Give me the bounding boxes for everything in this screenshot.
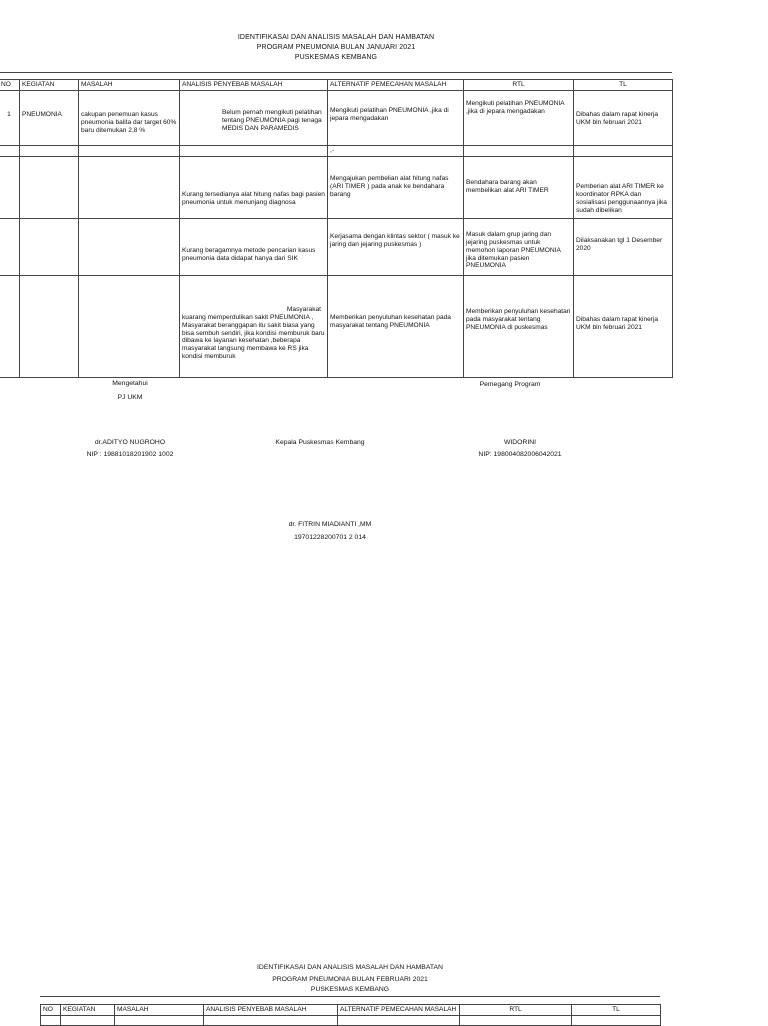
cell-analisis-head: Masyarakat [286,305,321,313]
cell-kegiatan: PNEUMONIA [20,90,79,145]
table-row [0,145,673,156]
report-organization: PUSKESMAS KEMBANG [294,54,378,61]
cell-rtl [464,145,574,156]
header-rule [0,72,672,73]
cell-kegiatan [20,145,79,156]
cell-no [0,145,20,156]
header2-rule [40,996,660,997]
report-title: IDENTIFIKASAI DAN ANALISIS MASALAH DAN HAMBATAN [237,34,435,41]
report-subtitle: PROGRAM PNEUMONIA BULAN JANUARI 2021 [256,44,416,51]
table-row [0,90,673,145]
cell-kegiatan [20,275,79,377]
cell-alternatif: Kerjasama dengan klintas sektor ( masuk ke jaring dan jejaring puskesmas ) [328,218,464,275]
cell-analisis-text: Belum pernah mengikuti pelatihan tentang PNEUMONIA pagi tenaga MEDIS DAN PARAMEDIS [222,108,322,132]
cell-masalah [79,145,180,156]
cell-alternatif: Mengajukan pembelian alat hitung nafas (ARI TIMER ) pada anak ke bendahara barang [328,156,464,218]
table-row [0,218,673,275]
cell-alternatif: ,- [328,145,464,156]
cell-analisis-text: kuarang memperdulikan sakit PNEUMONIA , Masyarakat beranggapan itu sakit biasa yang bisa sembuh sendiri, jika kondisi memburuk baru dibawa ke layanan kesehatan ,beberapa masyarakat langsung membawa ke RS jika kondisi memburuk [182,313,325,361]
sign-pj-ukm-name: dr.ADITYO NUGROHO [94,439,166,446]
col-header-tl: TL [574,80,673,91]
col-header-kegiatan: KEGIATAN [20,80,79,91]
cell-rtl: Memberikan penyuluhan kesehatan pada masyarakat tentang PNEUMONIA di puskesmas [464,275,574,377]
cell-masalah [79,218,180,275]
cell-masalah [79,156,180,218]
sign-pemegang-title: Pemegang Program [479,381,541,388]
col-header-analisis: ANALISIS PENYEBAB MASALAH [180,80,328,91]
cell-rtl: Masuk dalam grup jaring dan jejaring puskesmas untuk memohon laporan PNEUMONIA jika ditemukan pasien PNEUMONIA [464,218,574,275]
col-header-analisis: ANALISIS PENYEBAB MASALAH [204,1005,338,1016]
cell-analisis: Kurang tersedianya alat hitung nafas bagi pasien pneumonia untuk menunjang diagnosa [180,156,328,218]
table-row [0,156,673,218]
cell-kegiatan [20,218,79,275]
cell-analisis [180,90,328,145]
cell-analisis [180,145,328,156]
sign-pj-ukm-title: PJ UKM [117,394,143,401]
cell-kegiatan [20,156,79,218]
cell-no [0,218,20,275]
sign-pj-ukm-nip: NIP : 19881018201902 1002 [86,451,174,458]
col-header-no: NO [41,1005,61,1016]
cell-no [0,275,20,377]
cell-tl: Dibahas dalam rapat kinerja UKM bln februari 2021 [574,275,673,377]
cell-tl: Dibahas dalam rapat kinerja UKM bln februari 2021 [574,90,673,145]
sign-pemegang-nip: NIP: 198004082006042021 [478,451,562,458]
sign-kepala-title: Kepala Puskesmas Kembang [275,439,365,446]
cell-analisis: Kurang beragamnya metode pencarian kasus pneumonia data didapat hanya dari SIK [180,218,328,275]
cell-rtl: Bendahara barang akan membelikan alat ARI TIMER [464,156,574,218]
problem-analysis-table-2 [40,1004,661,1026]
col-header-no: NO [0,80,20,91]
col-header-alternatif: ALTERNATIF PEMECAHAN MASALAH [338,1005,460,1016]
cell-tl: Pemberian alat ARI TIMER ke koordinator RPKA dan sosialisasi penggunaannya jika sudah dibelikan [574,156,673,218]
sign-mengetahui: Mengetahui [112,380,148,387]
sign-kepala-nip: 19701228200701 2 014 [294,534,366,541]
col-header-rtl: RTL [464,80,574,91]
col-header-tl: TL [572,1005,661,1016]
table2-header-row [41,1005,661,1016]
sign-pemegang-name: WIDORINI [503,439,537,446]
cell-alternatif: Mengikuti pelatihan PNEUMONIA ,jika di jepara mengadakan [328,90,464,145]
col-header-masalah: MASALAH [79,80,180,91]
cell-no: 1 [0,90,20,145]
cell-masalah [79,275,180,377]
table-row [0,275,673,377]
cell-tl: Dilaksanakan tgl 1 Desember 2020 [574,218,673,275]
report2-title: IDENTIFIKASAI DAN ANALISIS MASALAH DAN HAMBATAN [257,964,443,971]
report2-organization: PUSKESMAS KEMBANG [310,986,390,993]
col-header-alternatif: ALTERNATIF PEMECAHAN MASALAH [328,80,464,91]
report2-subtitle: PROGRAM PNEUMONIA BULAN FEBRUARI 2021 [272,976,428,983]
table-header-row [0,80,673,91]
col-header-kegiatan: KEGIATAN [61,1005,115,1016]
cell-analisis [180,275,328,377]
cell-alternatif: Memberikan penyuluhan kesehatan pada masyarakat tentang PNEUMONIA [328,275,464,377]
cell-rtl: Mengikuti pelatihan PNEUMONIA ,jika di jepara mengadakan [464,90,574,145]
cell-masalah: cakupan penemuan kasus pneumonia balita dar target 60% baru ditemukan 2,8 % [79,90,180,145]
cell-tl [574,145,673,156]
sign-kepala-name: dr. FITRIN MIADIANTI ,MM [288,521,372,528]
problem-analysis-table [0,79,673,378]
col-header-masalah: MASALAH [115,1005,204,1016]
cell-no [0,156,20,218]
col-header-rtl: RTL [460,1005,572,1016]
